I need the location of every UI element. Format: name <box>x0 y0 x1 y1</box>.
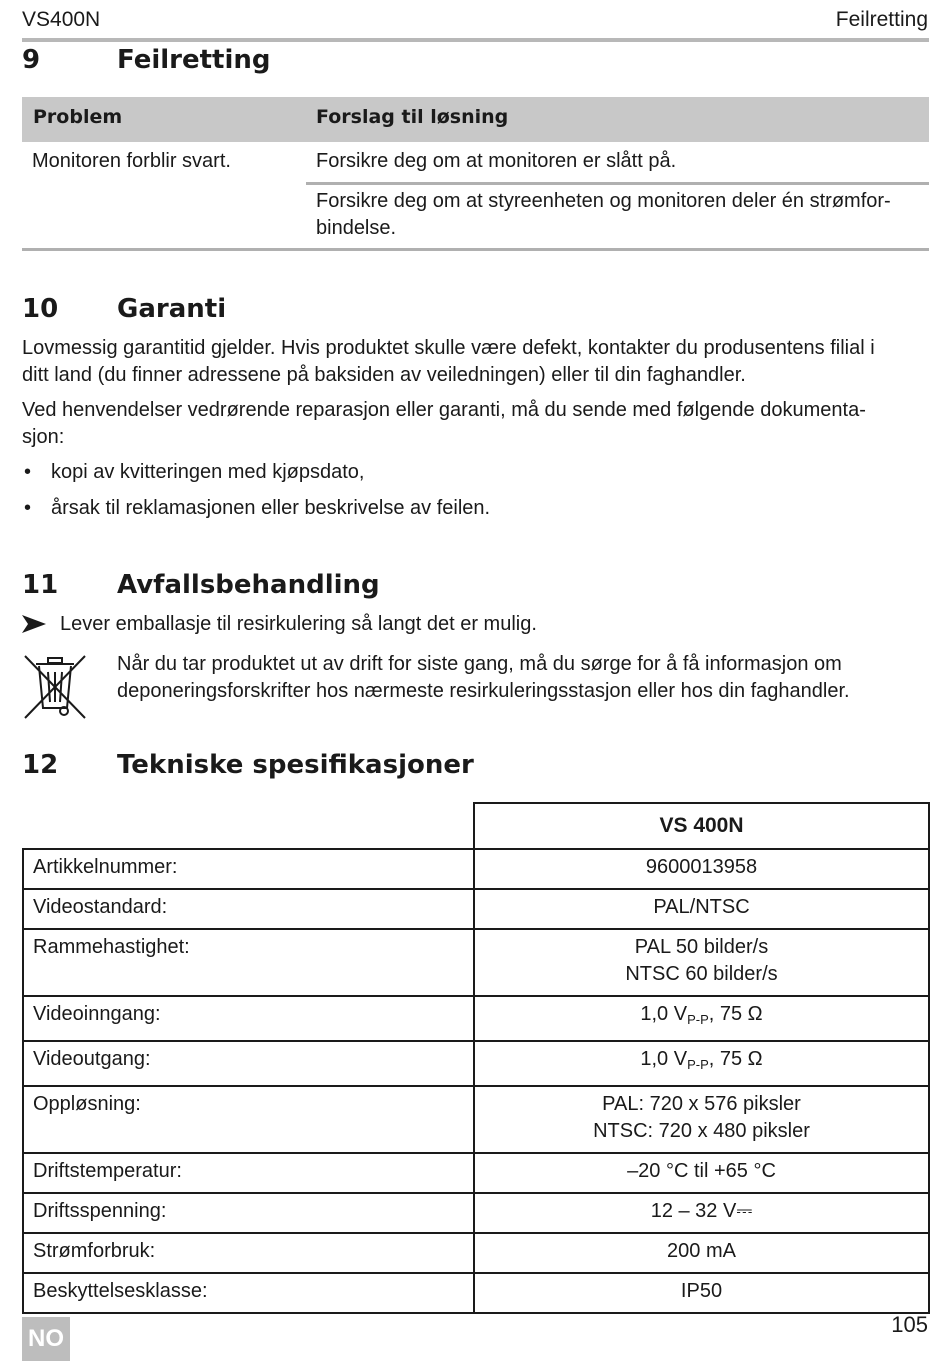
spec-row <box>23 1193 929 1233</box>
spec-value-line2: NTSC 60 bilder/s <box>625 963 778 985</box>
spec-value <box>474 929 929 996</box>
spec-row <box>23 1153 929 1193</box>
section-9-number: 9 <box>22 45 41 75</box>
bullet-item: kopi av kvitteringen med kjøpsdato, <box>51 461 365 483</box>
bullet-item: årsak til reklamasjonen eller beskrivelse av feilen. <box>51 497 491 519</box>
spec-label: Oppløsning: <box>23 1086 474 1153</box>
garanti-paragraph-1 <box>22 335 875 389</box>
spec-value-line1: PAL: 720 x 576 piksler <box>602 1093 801 1115</box>
solution-2-line2: bindelse. <box>316 217 397 239</box>
garanti-p2-line2: sjon: <box>22 426 65 448</box>
spec-value-line1: PAL 50 bilder/s <box>634 936 769 958</box>
spec-row <box>23 849 929 889</box>
garanti-p2-line1: Ved henvendelser vedrørende reparasjon eller garanti, må du sende med følgende dokumenta- <box>22 399 866 421</box>
spec-row <box>23 1086 929 1153</box>
section-12-title: Tekniske spesifikasjoner <box>117 750 474 780</box>
spec-value: –20 °C til +65 °C <box>474 1153 929 1193</box>
language-badge: NO <box>22 1317 70 1361</box>
spec-label: Rammehastighet: <box>23 929 474 996</box>
solution-2 <box>316 188 891 242</box>
section-12-number: 12 <box>22 750 59 780</box>
section-10-title: Garanti <box>117 294 227 324</box>
header-rule <box>22 38 929 42</box>
bullet-dot: • <box>24 497 32 519</box>
section-11-number: 11 <box>22 570 59 600</box>
problem-text: Monitoren forblir svart. <box>32 150 231 172</box>
impedance-value: , 75 Ω <box>708 1003 763 1025</box>
spec-header-row <box>23 803 929 849</box>
section-9-title: Feilretting <box>117 45 271 75</box>
spec-model: VS 400N <box>474 803 929 849</box>
spec-label: Videostandard: <box>23 889 474 929</box>
spec-value: IP50 <box>474 1273 929 1313</box>
voltage-subscript: P-P <box>687 1012 709 1027</box>
spec-row <box>23 889 929 929</box>
spec-row <box>23 1041 929 1086</box>
spec-value: PAL/NTSC <box>474 889 929 929</box>
avfall-note-line1: Når du tar produktet ut av drift for siste gang, må du sørge for å få informasjon om <box>117 653 842 675</box>
avfall-instruction: Lever emballasje til resirkulering så langt det er mulig. <box>60 613 537 635</box>
spec-row <box>23 1273 929 1313</box>
col-problem: Problem <box>33 106 123 128</box>
spec-value: 200 mA <box>474 1233 929 1273</box>
page-number: 105 <box>891 1312 928 1337</box>
garanti-p1-line2: ditt land (du finner adressene på baksiden av veiledningen) eller til din faghandler. <box>22 364 746 386</box>
spec-value: 12 – 32 V⎓ <box>474 1193 929 1233</box>
spec-table <box>22 802 930 1314</box>
section-11-title: Avfallsbehandling <box>117 570 380 600</box>
spec-label: Beskyttelsesklasse: <box>23 1273 474 1313</box>
arrow-icon <box>22 615 46 633</box>
voltage-value: 1,0 V <box>640 1048 688 1070</box>
spec-label: Driftsspenning: <box>23 1193 474 1233</box>
solution-1: Forsikre deg om at monitoren er slått på. <box>316 150 677 172</box>
col-solution: Forslag til løsning <box>316 106 509 128</box>
spec-value <box>474 996 929 1041</box>
solution-2-line1: Forsikre deg om at styreenheten og monitoren deler én strømfor- <box>316 190 891 212</box>
garanti-paragraph-2 <box>22 397 866 451</box>
spec-value <box>474 1086 929 1153</box>
trouble-table-header <box>22 97 929 142</box>
crossed-out-bin-icon <box>22 652 88 722</box>
spec-value: 9600013958 <box>474 849 929 889</box>
spec-row <box>23 929 929 996</box>
avfall-note <box>117 651 850 705</box>
header-section: Feilretting <box>835 8 928 31</box>
spec-label: Videoinngang: <box>23 996 474 1041</box>
spec-header-blank <box>23 803 474 849</box>
spec-label: Driftstemperatur: <box>23 1153 474 1193</box>
spec-label: Artikkelnummer: <box>23 849 474 889</box>
trouble-row-divider <box>306 182 929 185</box>
spec-label: Videoutgang: <box>23 1041 474 1086</box>
voltage-subscript: P-P <box>687 1057 709 1072</box>
impedance-value: , 75 Ω <box>708 1048 763 1070</box>
garanti-p1-line1: Lovmessig garantitid gjelder. Hvis produktet skulle være defekt, kontakter du produsentens filial i <box>22 337 875 359</box>
header-model: VS400N <box>22 8 101 31</box>
voltage-value: 1,0 V <box>640 1003 688 1025</box>
bullet-dot: • <box>24 461 32 483</box>
section-10-number: 10 <box>22 294 59 324</box>
trouble-table-bottom <box>22 248 929 251</box>
spec-row <box>23 996 929 1041</box>
spec-value-line2: NTSC: 720 x 480 piksler <box>593 1120 810 1142</box>
avfall-note-line2: deponeringsforskrifter hos nærmeste resirkuleringsstasjon eller hos din faghandler. <box>117 680 850 702</box>
spec-value <box>474 1041 929 1086</box>
spec-label: Strømforbruk: <box>23 1233 474 1273</box>
spec-row <box>23 1233 929 1273</box>
